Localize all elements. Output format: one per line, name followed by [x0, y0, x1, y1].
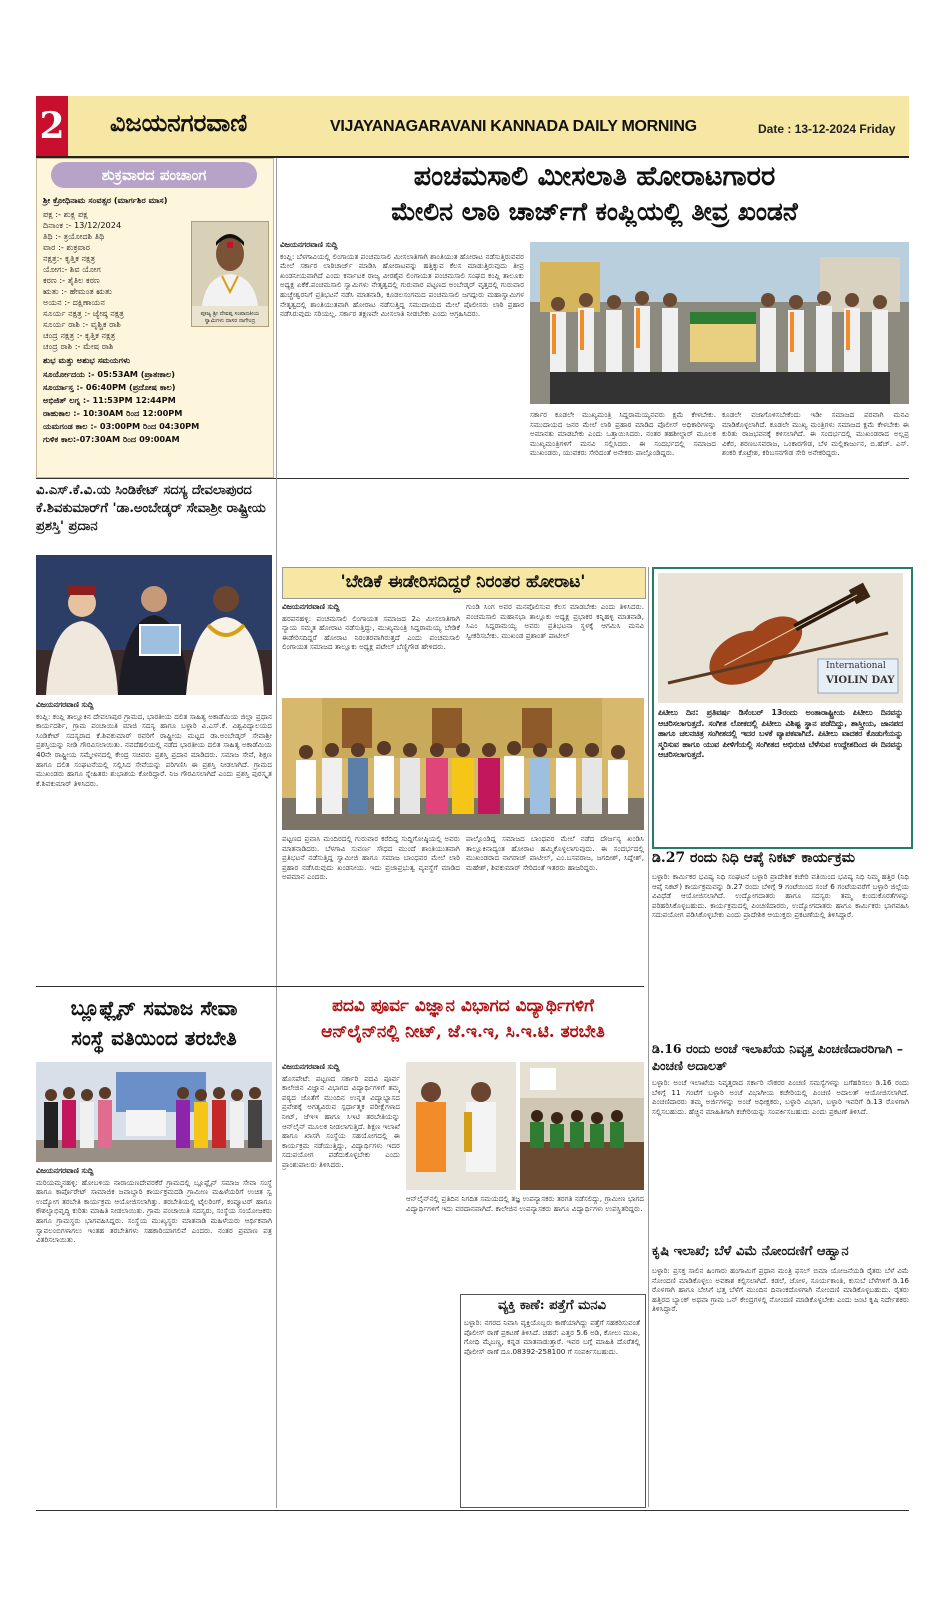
priest-portrait	[191, 221, 269, 327]
puc-headline-2: ಆನ್‌ಲೈನ್‌ನಲ್ಲಿ ನೀಟ್, ಜೆ.ಇ.ಇ, ಸಿ.ಇ.ಟಿ. ತರಬೇತಿ	[321, 1022, 605, 1042]
article-text: ಮರಿಯಮ್ಮನಹಳ್ಳಿ: ಹೋಬಳಿಯ ನಾರಾಯಣದೇವರಕೆರೆ ಗ್ರಾಮದಲ್ಲಿ ಬ್ಲೂಫ್ಲೈನ್ ಸಮಾಜ ಸೇವಾ ಸಂಸ್ಥೆ ಹಾಗೂ ಕಾರ್ಪೊರೇಟ್ ಸಾಮಾಜಿಕ ಜವಾಬ್ದಾರಿ ಕಾರ್ಯಕ್ರಮದಡಿ ಗ್ರಾಮೀಣ ಮಹಿಳೆಯರಿಗೆ ಉಚಿತ ಸ್ವ ಉದ್ಯೋಗ ತರಬೇತಿ ಕಾರ್ಯಕ್ರಮ ಆಯೋಜಿಸಲಾಗಿತ್ತು. ತರಬೇತಿಯಲ್ಲಿ ಟೈಲರಿಂಗ್, ಕಂಪ್ಯೂಟರ್ ಹಾಗೂ ಕೌಶಲ್ಯಾಭಿವೃದ್ಧಿ ಕುರಿತು ಮಾಹಿತಿ ನೀಡಲಾಯಿತು. ಗ್ರಾಮ ಪಂಚಾಯಿತಿ ಸದಸ್ಯರು, ಸಂಸ್ಥೆಯ ಸಂಯೋಜಕರು ಹಾಗೂ ಗ್ರಾಮಸ್ಥರು ಭಾಗವಹಿಸಿದ್ದರು. ಸಂಸ್ಥೆಯ ಮುಖ್ಯಸ್ಥರು ಮಾತನಾಡಿ ಮಹಿಳೆಯರು ಆರ್ಥಿಕವಾಗಿ ಸ್ವಾವಲಂಬಿಗಳಾಗಲು ಇಂತಹ ತರಬೇತಿಗಳು ಸಹಕಾರಿಯಾಗಲಿವೆ ಎಂದರು. ನಂತರ ಪ್ರಮಾಣ ಪತ್ರ ವಿತರಿಸಲಾಯಿತು.	[36, 1177, 272, 1245]
award-photo	[36, 555, 272, 695]
puc-photo-2	[520, 1062, 644, 1190]
missing-person-body	[464, 1318, 640, 1502]
award-ceremony-illustration	[36, 555, 272, 695]
blueflame-headline-2: ಸಂಸ್ಥೆ ವತಿಯಿಂದ ತರಬೇತಿ	[71, 1026, 237, 1050]
demand-story-col1b	[282, 834, 460, 982]
panchanga-line: ದಿನಾಂಕ :- 13/12/2024	[43, 220, 122, 230]
page-bottom-rule	[36, 1510, 909, 1511]
byline: ವಿಜಯನಗರವಾಣಿ ಸುದ್ದಿ	[36, 1166, 94, 1175]
article-text: ಬಳ್ಳಾರಿ: ಪ್ರಸಕ್ತ ಸಾಲಿನ ಹಿಂಗಾರು ಹಂಗಾಮಿಗೆ ಪ್ರಧಾನ ಮಂತ್ರಿ ಫಸಲ್ ಬಿಮಾ ಯೋಜನೆಯಡಿ ರೈತರು ಬೆಳೆ ವಿಮೆ ನೋಂದಣಿ ಮಾಡಿಕೊಳ್ಳಲು ಅವಕಾಶ ಕಲ್ಪಿಸಲಾಗಿದೆ. ಕಡಲೆ, ಜೋಳ, ಸೂರ್ಯಕಾಂತಿ, ಕುಸುಬೆ ಬೆಳೆಗಳಿಗೆ ಡಿ.16 ರೊಳಗಾಗಿ ಹಾಗೂ ಬೇಸಿಗೆ ಭತ್ತ ಬೆಳೆಗೆ ಮುಂದಿನ ದಿನಾಂಕದೊಳಗಾಗಿ ನೋಂದಣಿ ಮಾಡಿಕೊಳ್ಳಬಹುದು. ರೈತರು ಹತ್ತಿರದ ಬ್ಯಾಂಕ್ ಅಥವಾ ಗ್ರಾಮ ಒನ್ ಕೇಂದ್ರಗಳಲ್ಲಿ ನೋಂದಣಿ ಮಾಡಿಕೊಳ್ಳಬೇಕು ಎಂದು ಜಂಟಿ ಕೃಷಿ ನಿರ್ದೇಶಕರು ತಿಳಿಸಿದ್ದಾರೆ.	[652, 1266, 909, 1314]
training-illustration	[36, 1062, 272, 1162]
article-text: ಕಂಪ್ಲಿ: ಬೆಳಗಾವಿಯಲ್ಲಿ ಲಿಂಗಾಯತ ಪಂಚಮಸಾಲಿ ಮೀಸಲಾತಿಗಾಗಿ ಶಾಂತಿಯುತ ಹೋರಾಟ ನಡೆಸುತ್ತಿರುವವರ ಮೇಲೆ ಸರ್ಕಾರ ಲಾಠಿಚಾರ್ಜ್ ಮಾಡಿಸಿ ಹೋರಾಟವನ್ನು ಹತ್ತಿಕ್ಕುವ ಕೆಲಸ ಮಾಡುತ್ತಿರುವುದು ತೀವ್ರ ಖಂಡನೀಯವಾಗಿದೆ ಎಂದು ಕರ್ನಾಟಕ ರಾಜ್ಯ ವೀರಶೈವ ಲಿಂಗಾಯತ ಪಂಚಮಸಾಲಿ ಸಂಘದ ಕಂಪ್ಲಿ ತಾಲೂಕು ಅಧ್ಯಕ್ಷ ಏಕೆಕೆ.ಪಂಚಮಸಾಲಿ ಸ್ವಾಮಿಗಳು ನೇತೃತ್ವದಲ್ಲಿ ಗುರುವಾರ ಪಟ್ಟಣದ ಅಂಬೇಡ್ಕರ್ ವೃತ್ತದಲ್ಲಿ ಗುರುವಾರ ಹುಚ್ಚೇಶ್ವರನಿಗೆ ಪ್ರತಿಭಟನೆ ನಡೆಸಿ ಮಾತನಾಡಿ, ಕೂಡಲಸಂಗಮದ ಪಂಚಮಸಾಲಿ ಜಗದ್ಗುರು ಮಹಾಸ್ವಾಮಿಗಳ ನೇತೃತ್ವದಲ್ಲಿ ಶಾಂತಿಯುತವಾಗಿ ಹೋರಾಟ ನಡೆಸುತ್ತಿದ್ದ ಸಮುದಾಯದ ಮೇಲೆ ಪೊಲೀಸರು ಲಾಠಿ ಪ್ರಹಾರ ನಡೆಸಿರುವುದು ಸರಿಯಲ್ಲ. ಸರ್ಕಾರ ತಕ್ಷಣವೇ ಮೀಸಲಾತಿ ನೀಡಬೇಕು ಎಂದು ಆಗ್ರಹಿಸಿದರು.	[280, 251, 524, 319]
puc-headline-1: ಪದವಿ ಪೂರ್ವ ವಿಜ್ಞಾನ ವಿಭಾಗದ ವಿದ್ಯಾರ್ಥಿಗಳಿಗೆ	[332, 996, 594, 1016]
panchanga-line: ಋತು :- ಹೇಮಂತ ಋತು	[43, 286, 112, 296]
byline: ವಿಜಯನಗರವಾಣಿ ಸುದ್ದಿ	[280, 240, 338, 249]
timing-line: ರಾಹುಕಾಲ :- 10:30AM ರಿಂದ 12:00PM	[43, 408, 183, 418]
main-story-col1	[280, 240, 524, 472]
section-divider	[36, 986, 644, 987]
panchanga-samvatsara: ಶ್ರೀ ಕ್ರೋಧಿನಾಮ ಸಂವತ್ಸರ (ಮಾರ್ಗಶಿರ ಮಾಸ)	[43, 195, 168, 205]
newspaper-title-english: VIJAYANAGARAVANI KANNADA DAILY MORNING	[330, 118, 697, 135]
byline: ವಿಜಯನಗರವಾಣಿ ಸುದ್ದಿ	[282, 602, 340, 611]
portrait-illustration	[192, 222, 268, 306]
article-text: ಕೂಡಲೇ ವಜಾಗೊಳಿಸಬೇಕೆಂದು ಇಡೀ ಸಮಾಜದ ಪರವಾಗಿ ಮನವಿ ಮಾಡಿಕೊಳ್ಳಲಾಗಿದೆ. ಕೂಡಲೇ ಮುಖ್ಯ ಮಂತ್ರಿಗಳು ಸಮಾಜದ ಕ್ಷಮೆ ಕೇಳಬೇಕು ಈ ಕುರಿತು ರಾಜಭವನಕ್ಕೆ ಕಳಿಸಲಾಗಿದೆ. ಈ ಸಂದರ್ಭದಲ್ಲಿ ಮುಖಂಡರಾದ ಅಲ್ಲಪ್ರ ವಿಕೆರ, ಶರಣಬಸವರಾಜ, ಒಂಕಾರಗೌಡ, ಬೆಳ ಮಲ್ಲಿಕಾರ್ಜುನ, ಬಿ.ಹೆಚ್. ಎಸ್. ಶಂಕರಿ ಕೊಟ್ರೇಶ, ಕರಿಬಸನಗೌಡ ಸೇರಿ ಅನೇಕರಿದ್ದರು.	[722, 410, 909, 458]
group-photo	[282, 698, 644, 830]
article-text: ಸರ್ಕಾರ ಕೂಡಲೇ ಮುಖ್ಯಮಂತ್ರಿ ಸಿದ್ದರಾಮಯ್ಯನವರು ಕ್ಷಮೆ ಕೇಳಬೇಕು. ಸಮುದಾಯದ ಜನರ ಮೇಲೆ ಲಾಠಿ ಪ್ರಹಾರ ಮಾಡಿದ ಪೊಲೀಸ್ ಅಧಿಕಾರಿಗಳನ್ನು ಅಮಾನತು ಮಾಡಬೇಕು ಎಂದು ಒತ್ತಾಯಿಸಿದರು. ನಂತರ ತಹಶೀಲ್ದಾರ್ ಮೂಲಕ ಮುಖ್ಯಮಂತ್ರಿಗಳಿಗೆ ಮನವಿ ಸಲ್ಲಿಸಿದರು. ಈ ಸಂದರ್ಭದಲ್ಲಿ ಸಮಾಜದ ಮುಖಂಡರು, ಯುವಕರು ಸೇರಿದಂತೆ ಅನೇಕರು ಪಾಲ್ಗೊಂಡಿದ್ದರು.	[530, 410, 716, 458]
panchanga-line: ಕರಣ :- ತೈತಿಲ ಕರಣ	[43, 275, 100, 285]
panchanga-line: ತಿಥಿ :- ತ್ರಯೋದಶಿ ತಿಥಿ	[43, 231, 105, 241]
violin-photo	[658, 573, 903, 703]
panchanga-timings	[43, 368, 269, 446]
panchanga-timings-heading: ಶುಭ ಮತ್ತು ಅಶುಭ ಸಮಯಗಳು	[43, 355, 131, 365]
puc-story-col2	[406, 1194, 644, 1290]
article-text: ಹರಪನಹಳ್ಳಿ: ಪಂಚಮಸಾಲಿ ಲಿಂಗಾಯತ ಸಮಾಜದ 2ಎ ಮೀಸಲಾತಿಗಾಗಿ ನ್ಯಾಯ ಸಮ್ಮತ ಹೋರಾಟ ನಡೆಸುತ್ತಿದ್ದು, ಮುಖ್ಯಮಂತ್ರಿ ಸಿದ್ದರಾಮಯ್ಯ ಬೇಡಿಕೆ ಈಡೇರಿಸದಿದ್ದರೆ ಹೋರಾಟ ನಿರಂತರವಾಗಿರುತ್ತದೆ ಎಂದು ಪಂಚಮಸಾಲಿ ಲಿಂಗಾಯತ ಸಮಾಜದ ತಾಲ್ಲೂಕು ಅಧ್ಯಕ್ಷ ಪಟೇಲ್ ಬೆಣ್ಣಿಗೌಡ ಹೇಳಿದರು.	[282, 613, 460, 652]
neet-camp-headline: ಡಿ.27 ರಂದು ನಿಧಿ ಆಪ್ಕೆ ನಿಕಟ್ ಕಾರ್ಯಕ್ರಮ	[652, 850, 856, 866]
panchanga-line: ಸೂರ್ಯ ರಾಶಿ :- ವೃಶ್ಚಿಕ ರಾಶಿ	[43, 319, 121, 329]
main-story-col2	[530, 410, 716, 472]
award-story-body	[36, 700, 272, 982]
blueflame-headline-1: ಬ್ಲೂಫ್ಲೈನ್ ಸಮಾಜ ಸೇವಾ	[70, 996, 238, 1020]
protest-photo	[530, 242, 909, 404]
panchanga-line: ಪಕ್ಷ :- ಶುಕ್ಲ ಪಕ್ಷ	[43, 209, 88, 219]
classroom-illustration-1	[406, 1062, 516, 1190]
demand-headline: 'ಬೇಡಿಕೆ ಈಡೇರಿಸದಿದ್ದರೆ ನಿರಂತರ ಹೋರಾಟ'	[340, 572, 586, 592]
panchanga-line: ಸೂರ್ಯ ನಕ್ಷತ್ರ :- ಜ್ಯೇಷ್ಠ ನಕ್ಷತ್ರ	[43, 308, 124, 318]
puc-photo-1	[406, 1062, 516, 1190]
issue-date: Date : 13-12-2024 Friday	[758, 122, 896, 136]
pension-body	[652, 1078, 909, 1238]
panchanga-line: ವಾರ :- ಶುಕ್ರವಾರ	[43, 242, 90, 252]
main-headline-2: ಮೇಲಿನ ಲಾಠಿ ಚಾರ್ಜ್‌ಗೆ ಕಂಪ್ಲಿಯಲ್ಲಿ ತೀವ್ರ ಖಂಡನೆ	[391, 197, 798, 226]
violin-story-body	[658, 708, 903, 840]
protest-crowd-illustration	[530, 242, 909, 404]
panchanga-heading: ಶುಕ್ರವಾರದ ಪಂಚಾಂಗ	[51, 162, 257, 188]
timing-line: ಯಮಗಂಡ ಕಾಲ :- 03:00PM ರಿಂದ 04:30PM	[43, 421, 200, 431]
missing-person-headline: ವ್ಯಕ್ತಿ ಕಾಣೆ: ಪತ್ತೆಗೆ ಮನವಿ	[498, 1298, 606, 1313]
main-story-col3	[722, 410, 909, 472]
violin-label-2: VIOLIN DAY	[826, 675, 895, 686]
section-divider	[36, 478, 909, 479]
article-text: ಬಳ್ಳಾರಿ: ಕಾರ್ಮಿಕರ ಭವಿಷ್ಯ ನಿಧಿ ಸಂಘಟನೆ ಬಳ್ಳಾರಿ ಪ್ರಾದೇಶಿಕ ಕಚೇರಿ ವತಿಯಿಂದ ಭವಿಷ್ಯ ನಿಧಿ ನಿಮ್ಮ ಹತ್ತಿರ (ನಿಧಿ ಆಪ್ಕೆ ನಿಕಟ್) ಕಾರ್ಯಕ್ರಮವನ್ನು ಡಿ.27 ರಂದು ಬೆಳಿಗ್ಗೆ 9 ಗಂಟೆಯಿಂದ ಸಂಜೆ 6 ಗಂಟೆಯವರೆಗೆ ಬಳ್ಳಾರಿ ಜಿಲ್ಲೆಯ ವಿವಿಧೆಡೆ ಆಯೋಜಿಸಲಾಗಿದೆ. ಉದ್ಯೋಗದಾತರು ಹಾಗೂ ಸದಸ್ಯರು ತಮ್ಮ ಕುಂದುಕೊರತೆಗಳನ್ನು ಪರಿಹರಿಸಿಕೊಳ್ಳಬಹುದು. ಕಾರ್ಯಕ್ರಮದಲ್ಲಿ ಪಿಂಚಣಿದಾರರು, ಉದ್ಯೋಗದಾತರು ಹಾಗೂ ಕಾರ್ಮಿಕರು ಭಾಗವಹಿಸಿ ಸದುಪಯೋಗ ಪಡಿಸಿಕೊಳ್ಳಬೇಕು ಎಂದು ಪ್ರಾದೇಶಿಕ ಆಯುಕ್ತರು ಪ್ರಕಟಣೆಯಲ್ಲಿ ತಿಳಿಸಿದ್ದಾರೆ.	[652, 872, 909, 920]
panchanga-line: ಚಂದ್ರ ರಾಶಿ :- ಮೇಷ ರಾಶಿ	[43, 341, 114, 351]
timing-line: ಗುಳಿಕ ಕಾಲ:-07:30AM ರಿಂದ 09:00AM	[43, 434, 180, 444]
award-headline: ವಿ.ಎಸ್.ಕೆ.ವಿ.ಯ ಸಿಂಡಿಕೇಟ್ ಸದಸ್ಯ ದೇವಲಾಪುರದ ಕೆ.ಶಿವಕುಮಾರ್‌ಗೆ 'ಡಾ.ಅಂಬೇಡ್ಕರ್ ಸೇವಾಶ್ರೀ ರಾಷ್ಟ್ರೀಯ ಪ್ರಶಸ್ತಿ' ಪ್ರದಾನ	[36, 483, 266, 534]
panchanga-line: ಯೋಗ:- ಶಿವ ಯೋಗ	[43, 264, 101, 274]
byline: ವಿಜಯನಗರವಾಣಿ ಸುದ್ದಿ	[282, 1062, 340, 1071]
demand-story-col2	[466, 602, 644, 694]
newspaper-title-kannada: ವಿಜಯನಗರವಾಣಿ	[110, 108, 248, 137]
article-text: ಆನ್‌ಲೈನ್‌ನಲ್ಲಿ ಪ್ರತಿದಿನ ನಿಗದಿತ ಸಮಯದಲ್ಲಿ ತಜ್ಞ ಉಪನ್ಯಾಸಕರು ತರಗತಿ ನಡೆಸಲಿದ್ದು, ಗ್ರಾಮೀಣ ಭಾಗದ ವಿದ್ಯಾರ್ಥಿಗಳಿಗೆ ಇದು ವರದಾನವಾಗಿದೆ. ಕಾಲೇಜಿನ ಉಪನ್ಯಾಸಕರು ಹಾಗೂ ವಿದ್ಯಾರ್ಥಿಗಳು ಉಪಸ್ಥಿತರಿದ್ದರು.	[406, 1194, 644, 1213]
panchanga-line: ನಕ್ಷತ್ರ:- ಕೃತ್ತಿಕ ನಕ್ಷತ್ರ	[43, 253, 96, 263]
puc-story-col1	[282, 1062, 400, 1506]
article-text: ಪಾಲ್ಗೊಂಡಿದ್ದ ಸಮಾಜದ ಬಾಂಧವರ ಮೇಲೆ ನಡೆದ ದೌರ್ಜನ್ಯ ಖಂಡಿಸಿ ತಾಲ್ಲೂಕಿನಾದ್ಯಂತ ಹೋರಾಟ ಹಮ್ಮಿಕೊಳ್ಳಲಾಗುವುದು. ಈ ಸಂದರ್ಭದಲ್ಲಿ ಮುಖಂಡರಾದ ನಾಗರಾಜ್ ಪಾಟೀಲ್, ಎಂ.ಬಸವರಾಜ, ಜಗದೀಶ್, ಸಿದ್ದೇಶ್, ಮಹೇಶ್, ಶಿವಕುಮಾರ್ ಸೇರಿದಂತೆ ಇತರರು ಹಾಜರಿದ್ದರು.	[466, 834, 644, 872]
article-text: ಹೊಸಪೇಟೆ: ಪಟ್ಟಣದ ಸರ್ಕಾರಿ ಪದವಿ ಪೂರ್ವ ಕಾಲೇಜಿನ ವಿಜ್ಞಾನ ವಿಭಾಗದ ವಿದ್ಯಾರ್ಥಿಗಳಿಗೆ ತಮ್ಮ ಪಠ್ಯದ ಜೊತೆಗೆ ಮುಂದಿನ ಉನ್ನತ ವಿದ್ಯಾಭ್ಯಾಸದ ಪ್ರವೇಶಕ್ಕೆ ಅಗತ್ಯವಿರುವ ಸ್ಪರ್ಧಾತ್ಮಕ ಪರೀಕ್ಷೆಗಳಾದ ನೀಟ್, ಜೆಇಇ ಹಾಗೂ ಸಿಇಟಿ ತರಬೇತಿಯನ್ನು ಆನ್‌ಲೈನ್ ಮೂಲಕ ನೀಡಲಾಗುತ್ತಿದೆ. ಶಿಕ್ಷಣ ಇಲಾಖೆ ಹಾಗೂ ಖಾಸಗಿ ಸಂಸ್ಥೆಯ ಸಹಯೋಗದಲ್ಲಿ ಈ ಕಾರ್ಯಕ್ರಮ ನಡೆಯುತ್ತಿದ್ದು, ವಿದ್ಯಾರ್ಥಿಗಳು ಇದರ ಸದುಪಯೋಗ ಪಡೆದುಕೊಳ್ಳಬೇಕು ಎಂದು ಪ್ರಾಂಶುಪಾಲರು ತಿಳಿಸಿದರು.	[282, 1073, 400, 1169]
column-rule	[276, 158, 277, 1508]
article-text: ಪಟ್ಟಣದ ಪ್ರವಾಸಿ ಮಂದಿರದಲ್ಲಿ ಗುರುವಾರ ಕರೆದಿದ್ದ ಸುದ್ದಿಗೋಷ್ಠಿಯಲ್ಲಿ ಅವರು ಮಾತನಾಡಿದರು. ಬೆಳಗಾವಿ ಸುವರ್ಣ ಸೌಧದ ಮುಂದೆ ಶಾಂತಿಯುತವಾಗಿ ಪ್ರತಿಭಟನೆ ನಡೆಸುತ್ತಿದ್ದ ಸ್ವಾಮೀಜಿ ಹಾಗೂ ಸಮಾಜ ಬಾಂಧವರ ಮೇಲೆ ಲಾಠಿ ಪ್ರಹಾರ ನಡೆಸಿರುವುದು ಖಂಡನೀಯ. ಇದು ಪ್ರಜಾಪ್ರಭುತ್ವ ವ್ಯವಸ್ಥೆಗೆ ಮಾಡಿದ ಅಪಮಾನ ಎಂದರು.	[282, 834, 460, 882]
demand-story-col1	[282, 602, 460, 694]
article-text: ಗುಂಡಿ ಸಿಂಗ ಅವರ ಮನವೊಲಿಸುವ ಕೆಲಸ ಮಾಡಬೇಕು ಎಂದು ತಿಳಿಸಿದರು. ಪಂಚಮಸಾಲಿ ಮಹಾಸಭಾ ತಾಲ್ಲೂಕು ಅಧ್ಯಕ್ಷ ಪ್ರಭಾಕರ ಕನ್ನಿಹಳ್ಳಿ ಮಾತನಾಡಿ, ಸಿಎಂ ಸಿದ್ದರಾಮಯ್ಯ ಅವರು ಪ್ರತಿಭಟನಾ ಸ್ಥಳಕ್ಕೆ ಆಗಮಿಸಿ ಮನವಿ ಸ್ವೀಕರಿಸಬೇಕು. ಮುಖಂಡ ಪ್ರಶಾಂತ್ ಪಾಟೀಲ್	[466, 602, 644, 640]
column-rule	[648, 567, 649, 1507]
panchanga-line: ಚಂದ್ರ ನಕ್ಷತ್ರ :- ಕೃತ್ತಿಕ ನಕ್ಷತ್ರ	[43, 330, 116, 340]
pension-headline: ಡಿ.16 ರಂದು ಅಂಚೆ ಇಲಾಖೆಯ ನಿವೃತ್ತ ಪಿಂಚಣಿದಾರರಿಗಾಗಿ – ಪಿಂಚಣಿ ಅದಾಲತ್	[652, 1041, 903, 1073]
timing-line: ಸೂರ್ಯಾಸ್ತ :- 06:40PM (ಪ್ರದೋಷ ಕಾಲ)	[43, 382, 176, 392]
panchanga-line: ಅಯನ :- ದಕ್ಷಿಣಾಯನ	[43, 297, 105, 307]
classroom-illustration-2	[520, 1062, 644, 1190]
portrait-caption: ಪೂಜ್ಯ ಶ್ರೀ ದೇವಪ್ಪ ಸಂಪಾದಕೀಯ ಸ್ವಾಮಿಗಳು ದಾಸರ ನಾಗೇಂದ್ರ	[200, 311, 260, 324]
article-text: ಕಂಪ್ಲಿ: ಕಂಪ್ಲಿ ತಾಲ್ಲೂಕಿನ ದೇವಲಾಪುರ ಗ್ರಾಮದ, ಭಾರತೀಯ ದಲಿತ ಸಾಹಿತ್ಯ ಅಕಾಡೆಮಿಯ ಜಿಲ್ಲಾ ಪ್ರಧಾನ ಕಾರ್ಯದರ್ಶಿ, ಗ್ರಾಮ ಪಂಚಾಯಿತಿ ಮಾಜಿ ಸದಸ್ಯ ಹಾಗೂ ಬಳ್ಳಾರಿ ವಿ.ಎಸ್.ಕೆ. ವಿಶ್ವವಿದ್ಯಾಲಯದ ಸಿಂಡಿಕೇಟ್ ಸದಸ್ಯರಾದ ಕೆ.ಶಿವಕುಮಾರ್ ರವರಿಗೆ ರಾಷ್ಟ್ರೀಯ ಮಟ್ಟದ ಡಾ.ಅಂಬೇಡ್ಕರ್ ಸೇವಾಶ್ರೀ ಪ್ರಶಸ್ತಿಯನ್ನು ನೀಡಿ ಗೌರವಿಸಲಾಯಿತು. ನವದೆಹಲಿಯಲ್ಲಿ ನಡೆದ ಭಾರತೀಯ ದಲಿತ ಸಾಹಿತ್ಯ ಅಕಾಡೆಮಿಯ 40ನೇ ರಾಷ್ಟ್ರೀಯ ಸಮ್ಮೇಳನದಲ್ಲಿ ಕೇಂದ್ರ ಸಚಿವರು ಪ್ರಶಸ್ತಿ ಪ್ರದಾನ ಮಾಡಿದರು. ಸಮಾಜ ಸೇವೆ, ಶಿಕ್ಷಣ ಹಾಗೂ ದಲಿತ ಸಂಘಟನೆಯಲ್ಲಿ ಸಲ್ಲಿಸಿದ ಸೇವೆಯನ್ನು ಪರಿಗಣಿಸಿ ಈ ಪ್ರಶಸ್ತಿ ನೀಡಲಾಗಿದೆ. ಗ್ರಾಮದ ಮುಖಂಡರು ಹಾಗೂ ಸ್ನೇಹಿತರು ಶುಭಾಶಯ ಕೋರಿದ್ದಾರೆ. ನಿಜ ಗೌರವಿಸಲಾಗಿದೆ ಎಂದು ಪ್ರಶಸ್ತಿ ಪುರಸ್ಕೃತ ಕೆ.ಶಿವಕುಮಾರ್ ತಿಳಿಸಿದರು.	[36, 711, 272, 788]
byline: ವಿಜಯನಗರವಾಣಿ ಸುದ್ದಿ	[36, 700, 94, 709]
page-number: 2	[36, 96, 68, 156]
neet-camp-body	[652, 872, 909, 1034]
panchanga-box	[36, 158, 274, 478]
panchanga-details	[43, 209, 193, 352]
insurance-body	[652, 1266, 909, 1506]
demand-story-col2b	[466, 834, 644, 982]
violin-label-1: International	[826, 661, 886, 671]
blueflame-body	[36, 1166, 272, 1506]
article-text: ಬಳ್ಳಾರಿ: ನಗರದ ನಿವಾಸಿ ವ್ಯಕ್ತಿಯೊಬ್ಬರು ಕಾಣೆಯಾಗಿದ್ದು ಪತ್ತೆಗೆ ಸಹಕರಿಸುವಂತೆ ಪೊಲೀಸ್ ಠಾಣೆ ಪ್ರಕಟಣೆ ತಿಳಿಸಿದೆ. ಚಹರೆ: ಎತ್ತರ 5.6 ಅಡಿ, ಕೋಲು ಮುಖ, ಗೋಧಿ ಮೈಬಣ್ಣ, ಕನ್ನಡ ಮಾತನಾಡುತ್ತಾರೆ. ಇವರ ಬಗ್ಗೆ ಮಾಹಿತಿ ದೊರೆತಲ್ಲಿ ಪೊಲೀಸ್ ಠಾಣೆ ದೂ.08392-258100 ಗೆ ಸಂಪರ್ಕಿಸಬಹುದು.	[464, 1318, 640, 1356]
main-headline-1: ಪಂಚಮಸಾಲಿ ಮೀಸಲಾತಿ ಹೋರಾಟಗಾರರ	[413, 161, 776, 192]
timing-line: ಸೂರ್ಯೋದಯ :- 05:53AM (ಪ್ರಾತಃಕಾಲ)	[43, 369, 176, 379]
group-photo-illustration	[282, 698, 644, 830]
timing-line: ಅಭಿಜಿತ್ ಲಗ್ನ :- 11:53PM 12:44PM	[43, 395, 176, 405]
article-text: ಪಿಟೀಲು ದಿನ: ಪ್ರತಿವರ್ಷ ಡಿಸೆಂಬರ್ 13ರಂದು ಅಂತಾರಾಷ್ಟ್ರೀಯ ಪಿಟೀಲು ದಿನವನ್ನು ಆಚರಿಸಲಾಗುತ್ತದೆ. ಸಂಗೀತ ಲೋಕದಲ್ಲಿ ಪಿಟೀಲು ವಿಶಿಷ್ಟ ಸ್ಥಾನ ಪಡೆದಿದ್ದು, ಶಾಸ್ತ್ರೀಯ, ಜಾನಪದ ಹಾಗೂ ಚಲನಚಿತ್ರ ಸಂಗೀತದಲ್ಲಿ ಇದರ ಬಳಕೆ ವ್ಯಾಪಕವಾಗಿದೆ. ಪಿಟೀಲು ವಾದಕರ ಕೊಡುಗೆಯನ್ನು ಸ್ಮರಿಸುವ ಹಾಗೂ ಯುವ ಪೀಳಿಗೆಯಲ್ಲಿ ಸಂಗೀತದ ಅಭಿರುಚಿ ಬೆಳೆಸುವ ಉದ್ದೇಶದಿಂದ ಈ ದಿನವನ್ನು ಆಚರಿಸಲಾಗುತ್ತದೆ.	[658, 708, 903, 760]
article-text: ಬಳ್ಳಾರಿ: ಅಂಚೆ ಇಲಾಖೆಯ ನಿವೃತ್ತರಾದ ಸರ್ಕಾರಿ ನೌಕರರ ಪಿಂಚಣಿ ಸಮಸ್ಯೆಗಳನ್ನು ಬಗೆಹರಿಸಲು ಡಿ.16 ರಂದು ಬೆಳಿಗ್ಗೆ 11 ಗಂಟೆಗೆ ಬಳ್ಳಾರಿ ಅಂಚೆ ವಿಭಾಗೀಯ ಕಚೇರಿಯಲ್ಲಿ ಪಿಂಚಣಿ ಅದಾಲತ್ ಆಯೋಜಿಸಲಾಗಿದೆ. ಪಿಂಚಣಿದಾರರು ತಮ್ಮ ಅರ್ಜಿಗಳನ್ನು ಅಂಚೆ ಅಧೀಕ್ಷಕರು, ಬಳ್ಳಾರಿ ವಿಭಾಗ, ಬಳ್ಳಾರಿ ಇವರಿಗೆ ಡಿ.13 ರೊಳಗಾಗಿ ಸಲ್ಲಿಸಬಹುದು. ಹೆಚ್ಚಿನ ಮಾಹಿತಿಗಾಗಿ ಕಚೇರಿಯನ್ನು ಸಂಪರ್ಕಿಸಬಹುದು ಎಂದು ಪ್ರಕಟಣೆ ತಿಳಿಸಿದೆ.	[652, 1078, 909, 1116]
blueflame-photo	[36, 1062, 272, 1162]
insurance-headline: ಕೃಷಿ ಇಲಾಖೆ; ಬೆಳೆ ವಿಮೆ ನೋಂದಣಿಗೆ ಆಹ್ವಾನ	[652, 1244, 849, 1259]
